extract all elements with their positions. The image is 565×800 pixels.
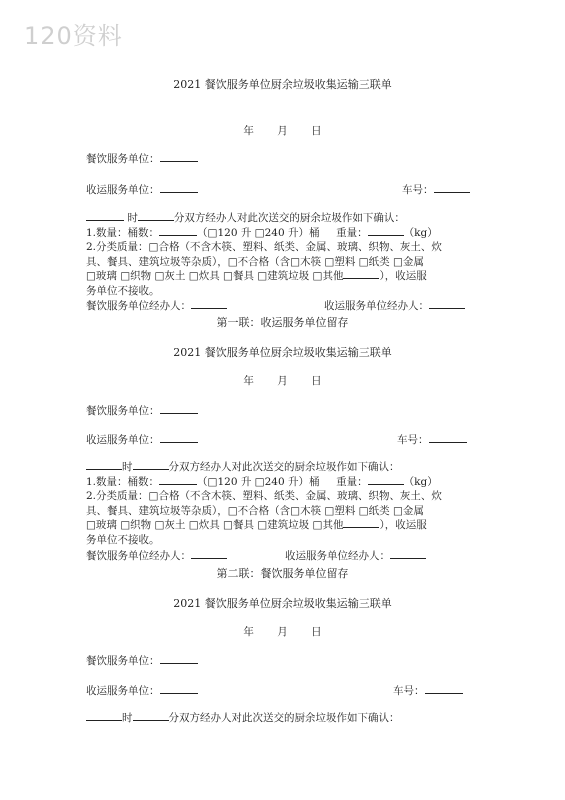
blank-line[interactable] (425, 685, 463, 694)
blank-line[interactable] (390, 550, 426, 559)
blank-line[interactable] (160, 153, 198, 162)
restaurant-unit-field (86, 653, 198, 668)
car-number-field (402, 182, 470, 197)
transport-unit-field (86, 432, 198, 447)
date-day: 日 (311, 375, 322, 387)
hour-label: 时 (122, 461, 133, 473)
car-number-label: 车号： (402, 184, 434, 196)
bucket-options: （□120 升 □240 升）桶 (197, 226, 320, 239)
blank-line[interactable] (434, 184, 470, 193)
date-day: 日 (311, 125, 322, 137)
confirm-block (86, 460, 486, 548)
confirm-text: 分双方经办人对此次送交的厨余垃圾作如下确认： (173, 212, 405, 224)
class-line-2: 具、餐具、建筑垃圾等杂质），□不合格（含□木筷 □塑料 □纸类 □金属 (86, 255, 424, 268)
date-line (0, 373, 565, 388)
date-year: 年 (243, 125, 254, 137)
weight-label: 重量： (336, 475, 368, 488)
date-year: 年 (243, 375, 254, 387)
confirm-block (86, 711, 486, 726)
watermark: 120资料 (24, 22, 123, 50)
blank-line[interactable] (159, 476, 197, 485)
class-line-3-end: ），收运服 (379, 270, 427, 283)
date-month: 月 (277, 375, 288, 387)
weight-label: 重量： (336, 226, 368, 239)
copy-footer-2: 第二联：餐饮服务单位留存 (216, 567, 349, 580)
weight-unit: （kg） (403, 226, 438, 239)
car-number-label: 车号： (397, 434, 429, 446)
blank-line[interactable] (133, 461, 169, 470)
class-line-1: 2.分类质量：□合格（不含木筷、塑料、纸类、金属、玻璃、织物、灰土、炊 (86, 490, 442, 503)
restaurant-unit-field (86, 151, 198, 166)
transport-handler-field (285, 548, 426, 563)
car-number-field (397, 432, 467, 447)
transport-handler-label: 收运服务单位经办人： (324, 300, 429, 312)
blank-line[interactable] (86, 461, 122, 470)
class-line-1: 2.分类质量：□合格（不含木筷、塑料、纸类、金属、玻璃、织物、灰土、炊 (86, 241, 442, 254)
restaurant-unit-label: 餐饮服务单位： (86, 405, 160, 417)
restaurant-handler-label: 餐饮服务单位经办人： (86, 300, 191, 312)
blank-line[interactable] (160, 685, 198, 694)
hour-label: 时 (122, 712, 133, 724)
restaurant-unit-field (86, 403, 198, 418)
transport-unit-field (86, 182, 198, 197)
blank-line[interactable] (368, 227, 404, 236)
car-number-label: 车号： (393, 685, 425, 697)
car-number-field (393, 683, 463, 698)
blank-line[interactable] (343, 519, 379, 528)
blank-line[interactable] (160, 184, 198, 193)
blank-line[interactable] (368, 476, 404, 485)
form-title: 2021 餐饮服务单位厨余垃圾收集运输三联单 (173, 346, 392, 359)
blank-line[interactable] (86, 712, 122, 721)
date-month: 月 (277, 125, 288, 137)
restaurant-unit-label: 餐饮服务单位： (86, 153, 160, 165)
copy-footer-1: 第一联：收运服务单位留存 (216, 316, 349, 329)
confirm-block (86, 211, 486, 299)
form-title: 2021 餐饮服务单位厨余垃圾收集运输三联单 (173, 78, 392, 91)
class-line-4: 务单位不接收。 (86, 533, 160, 546)
bucket-options: （□120 升 □240 升）桶 (197, 475, 320, 488)
qty-label: 1.数量：桶数： (86, 226, 160, 239)
blank-line[interactable] (160, 655, 198, 664)
qty-label: 1.数量：桶数： (86, 475, 160, 488)
blank-line[interactable] (138, 212, 174, 221)
confirm-text: 分双方经办人对此次送交的厨余垃圾作如下确认： (168, 461, 400, 473)
class-line-3-end: ），收运服 (379, 519, 427, 532)
date-day: 日 (311, 626, 322, 638)
blank-line[interactable] (160, 405, 198, 414)
confirm-text: 分双方经办人对此次送交的厨余垃圾作如下确认： (168, 712, 400, 724)
date-line (0, 123, 565, 138)
blank-line[interactable] (343, 270, 379, 279)
transport-unit-label: 收运服务单位： (86, 184, 160, 196)
class-line-3: □玻璃 □织物 □灰土 □炊具 □餐具 □建筑垃圾 □其他 (86, 270, 344, 283)
blank-line[interactable] (133, 712, 169, 721)
hour-label: 时 (127, 212, 138, 224)
date-line (0, 624, 565, 639)
weight-unit: （kg） (403, 475, 438, 488)
date-month: 月 (277, 626, 288, 638)
blank-line[interactable] (86, 212, 124, 221)
class-line-4: 务单位不接收。 (86, 284, 160, 297)
blank-line[interactable] (160, 434, 198, 443)
blank-line[interactable] (429, 434, 467, 443)
restaurant-handler-field (86, 548, 227, 563)
date-year: 年 (243, 626, 254, 638)
restaurant-handler-field (86, 298, 227, 313)
transport-handler-label: 收运服务单位经办人： (285, 550, 390, 562)
class-line-3: □玻璃 □织物 □灰土 □炊具 □餐具 □建筑垃圾 □其他 (86, 519, 344, 532)
form-title: 2021 餐饮服务单位厨余垃圾收集运输三联单 (173, 597, 392, 610)
blank-line[interactable] (159, 227, 197, 236)
restaurant-unit-label: 餐饮服务单位： (86, 655, 160, 667)
blank-line[interactable] (429, 300, 465, 309)
class-line-2: 具、餐具、建筑垃圾等杂质），□不合格（含□木筷 □塑料 □纸类 □金属 (86, 504, 424, 517)
transport-unit-field (86, 683, 198, 698)
restaurant-handler-label: 餐饮服务单位经办人： (86, 550, 191, 562)
transport-unit-label: 收运服务单位： (86, 434, 160, 446)
blank-line[interactable] (191, 550, 227, 559)
blank-line[interactable] (191, 300, 227, 309)
transport-handler-field (324, 298, 465, 313)
transport-unit-label: 收运服务单位： (86, 685, 160, 697)
